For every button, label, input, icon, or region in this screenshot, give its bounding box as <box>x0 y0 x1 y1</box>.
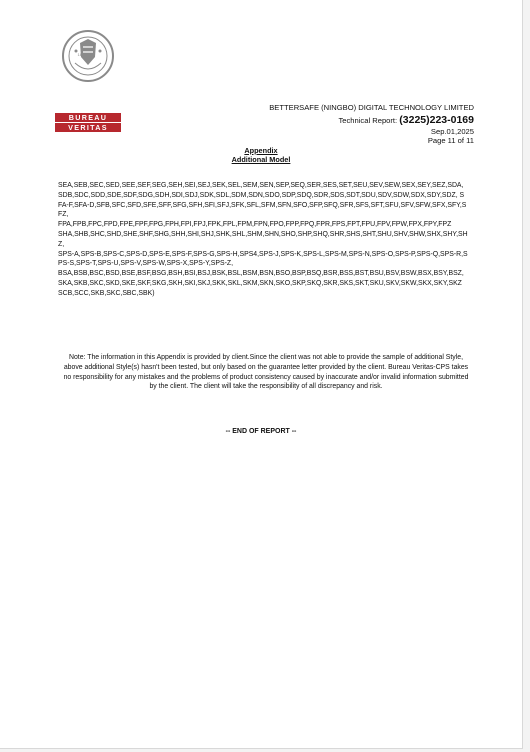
model-line-5: BSA,BSB,BSC,BSD,BSE,BSF,BSG,BSH,BSI,BSJ,BSK,BSL,BSM,BSN,BSO,BSP,BSQ,BSR,BSS,BST,BSU,BSV,BSW,BSX,BSY,BSZ, <box>58 270 464 278</box>
bureau-veritas-logo <box>55 27 121 132</box>
logo-word-bureau: BUREAU <box>55 113 121 122</box>
logo-word-veritas: VERITAS <box>55 123 121 132</box>
seal-icon <box>61 27 115 111</box>
appendix-note: Note: The information in this Appendix is provided by client.Since the client was not able to provide the sample of additional Style, above additional Style(s) hasn't been tested, but only based on the guarantee letter provided by the client. Bureau Veritas-CPS takes no responsibility for any mistakes and the problems of product consistency caused by inaccurate and/or invalid information submitted by the client. The client will take the responsibility of all discrepancy and risk. <box>63 354 469 391</box>
model-list <box>58 181 468 299</box>
report-number: (3225)223-0169 <box>399 114 474 126</box>
appendix-title: Appendix <box>244 146 278 155</box>
model-line-7: SCB,SCC,SKB,SKC,SBC,SBK) <box>58 289 155 297</box>
model-line-6: SKA,SKB,SKC,SKD,SKE,SKF,SKG,SKH,SKI,SKJ,SKK,SKL,SKM,SKN,SKO,SKP,SKQ,SKR,SKS,SKT,SKU,SKV,SKW,SKX,SKY,SKZ <box>58 279 462 287</box>
logo-year: 1828 <box>77 52 87 57</box>
model-line-3: SHA,SHB,SHC,SHD,SHE,SHF,SHG,SHH,SHI,SHJ,SHK,SHL,SHM,SHN,SHO,SHP,SHQ,SHR,SHS,SHT,SHU,SHV,SHW,SHX,SHY,SHZ, <box>58 230 468 248</box>
model-line-2: FPA,FPB,FPC,FPD,FPE,FPF,FPG,FPH,FPI,FPJ,FPK,FPL,FPM,FPN,FPO,FPP,FPQ,FPR,FPS,FPT,FPU,FPV,FPW,FPX,FPY,FPZ <box>58 221 452 229</box>
company-name: BETTERSAFE (NINGBO) DIGITAL TECHNOLOGY LIMITED <box>269 103 474 112</box>
appendix-subtitle: Additional Model <box>231 155 291 164</box>
end-of-report: -- END OF REPORT -- <box>225 428 297 435</box>
page-number: Page 11 of 11 <box>427 136 474 145</box>
model-line-4: SPS-A,SPS-B,SPS-C,SPS-D,SPS-E,SPS-F,SPS-G,SPS-H,SPS4,SPS-J,SPS-K,SPS-L,SPS-M,SPS-N,SPS-O,SPS-P,SPS-Q,SPS-R,SPS-S,SPS-T,SPS-U,SPS-V,SPS-W,SPS-X,SPS-Y,SPS-Z, <box>58 250 468 268</box>
report-date: Sep.01,2025 <box>430 127 474 136</box>
report-label: Technical Report: <box>338 116 398 125</box>
model-line-1: SEA,SEB,SEC,SED,SEE,SEF,SEG,SEH,SEI,SEJ,SEK,SEL,SEM,SEN,SEP,SEQ,SER,SES,SET,SEU,SEV,SEW,SEX,SEY,SEZ,SDA,SDB,SDC,SDD,SDE,SDF,SDG,SDH,SDI,SDJ,SDK,SDL,SDM,SDN,SDO,SDP,SDQ,SDR,SDS,SDT,SDU,SDV,SDW,SDX,SDY,SDZ, SFA-F,SFA-D,SFB,SFC,SFD,SFE,SFF,SFG,SFH,SFI,SFJ,SFK,SFL,SFM,SFN,SFO,SFP,SFQ,SFR,SFS,SFT,SFU,SFV,SFW,SFX,SFY,SFZ, <box>58 182 467 219</box>
report-number-line <box>338 114 474 126</box>
